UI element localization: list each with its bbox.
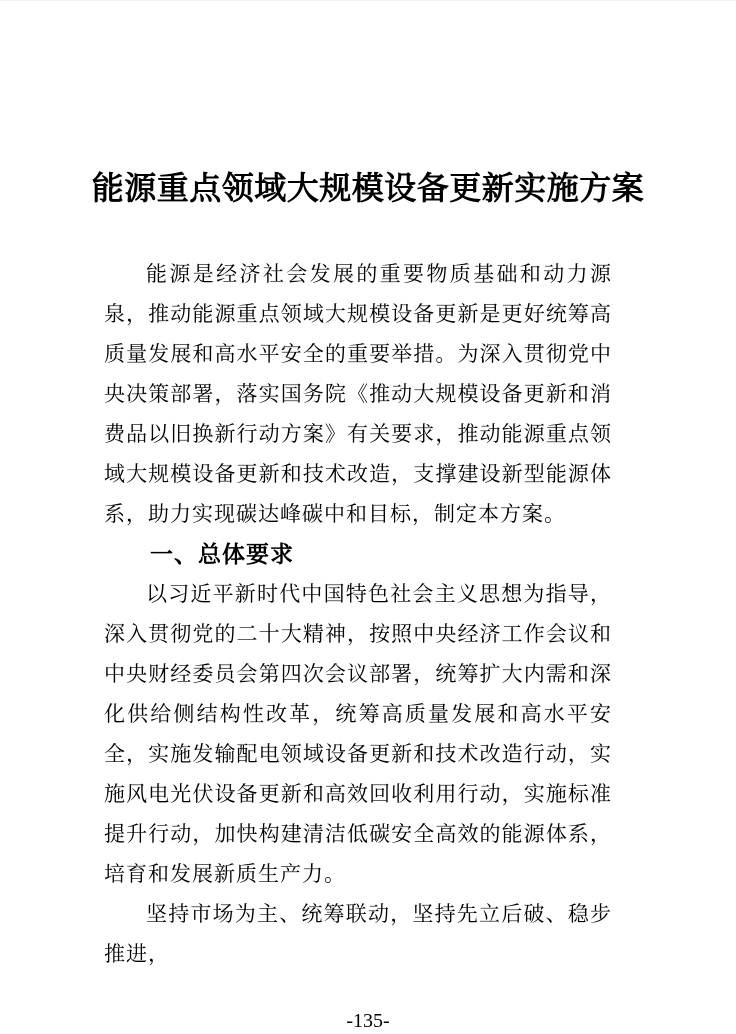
section-heading-overall-requirements: 一、总体要求 — [150, 541, 294, 567]
document-body — [104, 254, 612, 974]
page-number: -135- — [346, 1010, 390, 1032]
section1-paragraph-1: 以习近平新时代中国特色社会主义思想为指导，深入贯彻党的二十大精神，按照中央经济工作会议和中央财经委员会第四次会议部署，统筹扩大内需和深化供给侧结构性改革，统筹高质量发展和高水平安全，实施发输配电领域设备更新和技术改造行动，实施风电光伏设备更新和高效回收利用行动，实施标准提升行动，加快构建清洁低碳安全高效的能源体系，培育和发展新质生产力。 — [104, 582, 612, 886]
intro-paragraph: 能源是经济社会发展的重要物质基础和动力源泉，推动能源重点领域大规模设备更新是更好统筹高质量发展和高水平安全的重要举措。为深入贯彻党中央决策部署，落实国务院《推动大规模设备更新和消费品以旧换新行动方案》有关要求，推动能源重点领域大规模设备更新和技术改造，支撑建设新型能源体系，助力实现碳达峰碳中和目标，制定本方案。 — [104, 262, 612, 526]
document-title: 能源重点领域大规模设备更新实施方案 — [91, 170, 645, 206]
section1-paragraph-2: 坚持市场为主、统筹联动，坚持先立后破、稳步推进， — [104, 902, 612, 966]
